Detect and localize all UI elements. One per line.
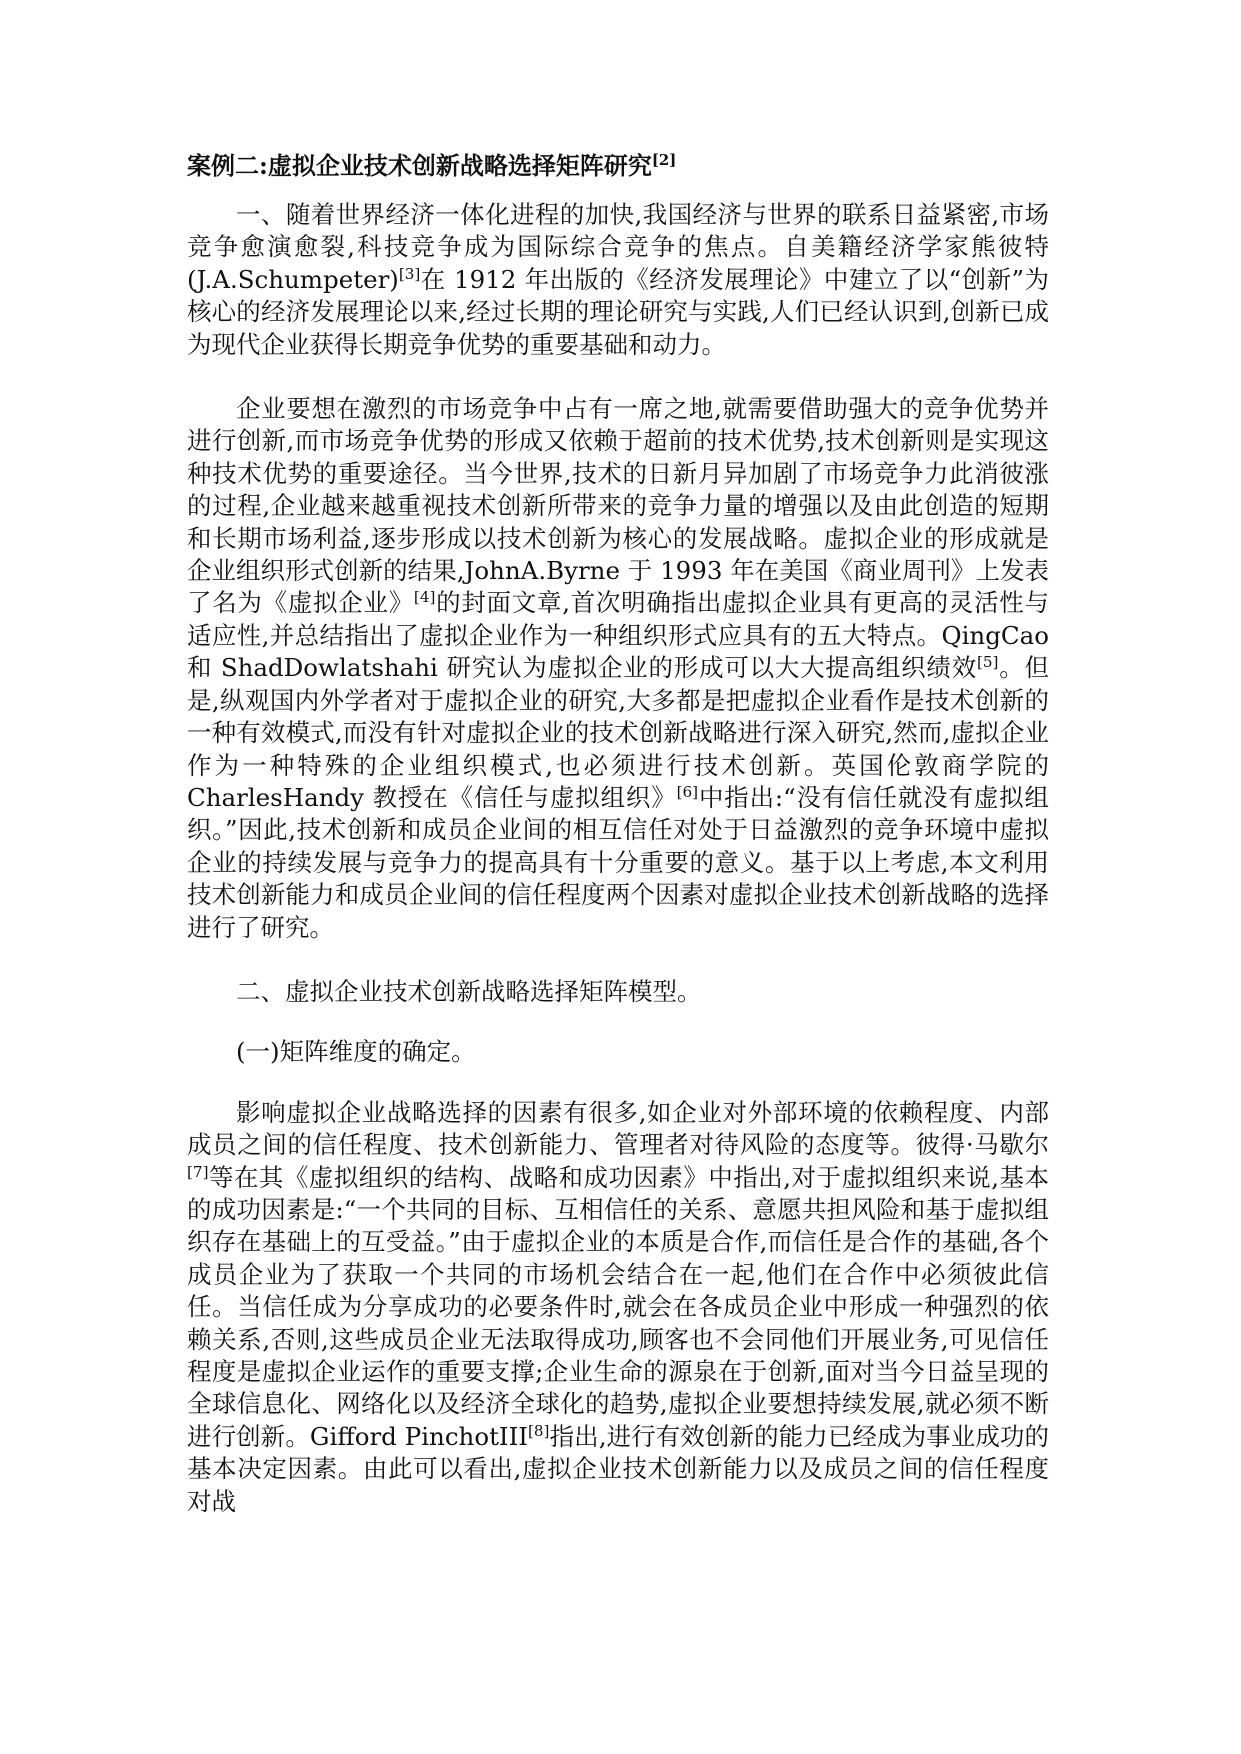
paragraph-text: 在 1912 年出版的《经济发展理论》中建立了以“创新”为核心的经济发展理论以来,经过长期的理论研究与实践,人们已经认识到,创新已成为现代企业获得长期竞争优势的重要基础和动力。 xyxy=(187,264,1049,359)
paragraph xyxy=(187,393,1049,944)
paragraph-text: 影响虚拟企业战略选择的因素有很多,如企业对外部环境的依赖程度、内部成员之间的信任程度、技术创新能力、管理者对待风险的态度等。彼得·马歇尔 xyxy=(187,1097,1049,1160)
paragraph-list xyxy=(187,199,1049,1518)
paragraph-text: 的封面文章,首次明确指出虚拟企业具有更高的灵活性与适应性,并总结指出了虚拟企业作为一种组织形式应具有的五大特点。QingCao 和 ShadDowlatshahi 研究认为虚拟企业的形成可以大大提高组织绩效 xyxy=(187,588,1049,683)
document-body xyxy=(187,150,1049,1550)
paragraph-text: 指出,进行有效创新的能力已经成为事业成功的基本决定因素。由此可以看出,虚拟企业技术创新能力以及成员之间的信任程度对战 xyxy=(187,1421,1049,1516)
paragraph-text: 二、虚拟企业技术创新战略选择矩阵模型。 xyxy=(236,976,702,1006)
citation-ref: [5] xyxy=(976,653,999,672)
paragraph xyxy=(187,1097,1049,1518)
paragraph-text: 等在其《虚拟组织的结构、战略和成功因素》中指出,对于虚拟组织来说,基本的成功因素是:“一个共同的目标、互相信任的关系、意愿共担风险和基于虚拟组织存在基础上的互受益。”由于虚拟企业的本质是合作,而信任是合作的基础,各个成员企业为了获取一个共同的市场机会结合在一起,他们在合作中必须彼此信任。当信任成为分享成功的必要条件时,就会在各成员企业中形成一种强烈的依赖关系,否则,这些成员企业无法取得成功,顾客也不会同他们开展业务,可见信任程度是虚拟企业运作的重要支撑;企业生命的源泉在于创新,面对当今日益呈现的全球信息化、网络化以及经济全球化的趋势,虚拟企业要想持续发展,就必须不断进行创新。Gifford PinchotIII xyxy=(187,1162,1049,1451)
paragraph xyxy=(187,976,1049,1008)
paragraph xyxy=(187,199,1049,361)
title-citation: [2] xyxy=(651,151,677,169)
paragraph xyxy=(187,1036,1049,1068)
citation-ref: [7] xyxy=(187,1162,209,1181)
title-text: 案例二:虚拟企业技术创新战略选择矩阵研究 xyxy=(187,151,652,180)
paragraph-text: 企业要想在激烈的市场竞争中占有一席之地,就需要借助强大的竞争优势并进行创新,而市场竞争优势的形成又依赖于超前的技术优势,技术创新则是实现这种技术优势的重要途径。当今世界,技术的日新月异加剧了市场竞争力此消彼涨的过程,企业越来越重视技术创新所带来的竞争力量的增强以及由此创造的短期和长期市场利益,逐步形成以技术创新为核心的发展战略。虚拟企业的形成就是企业组织形式创新的结果,JohnA.Byrne 于 1993 年在美国《商业周刊》上发表了名为《虚拟企业》 xyxy=(187,394,1049,618)
paragraph-text: 一、随着世界经济一体化进程的加快,我国经济与世界的联系日益紧密,市场竞争愈演愈裂,科技竞争成为国际综合竞争的焦点。自美籍经济学家熊彼特(J.A.Schumpeter) xyxy=(187,200,1049,294)
citation-ref: [4] xyxy=(413,588,436,607)
paragraph-text: 中指出:“没有信任就没有虚拟组织。”因此,技术创新和成员企业间的相互信任对处于日益激烈的竞争环境中虚拟企业的持续发展与竞争力的提高具有十分重要的意义。基于以上考虑,本文利用技术创新能力和成员企业间的信任程度两个因素对虚拟企业技术创新战略的选择进行了研究。 xyxy=(187,782,1049,942)
paragraph-text: 。但是,纵观国内外学者对于虚拟企业的研究,大多都是把虚拟企业看作是技术创新的一种有效模式,而没有针对虚拟企业的技术创新战略进行深入研究,然而,虚拟企业作为一种特殊的企业组织模式,也必须进行技术创新。英国伦敦商学院的 CharlesHandy 教授在《信任与虚拟组织》 xyxy=(187,653,1050,812)
citation-ref: [8] xyxy=(527,1421,550,1440)
paragraph-text: (一)矩阵维度的确定。 xyxy=(236,1037,476,1067)
citation-ref: [6] xyxy=(676,782,699,801)
citation-ref: [3] xyxy=(398,264,421,283)
document-title xyxy=(187,150,1049,182)
